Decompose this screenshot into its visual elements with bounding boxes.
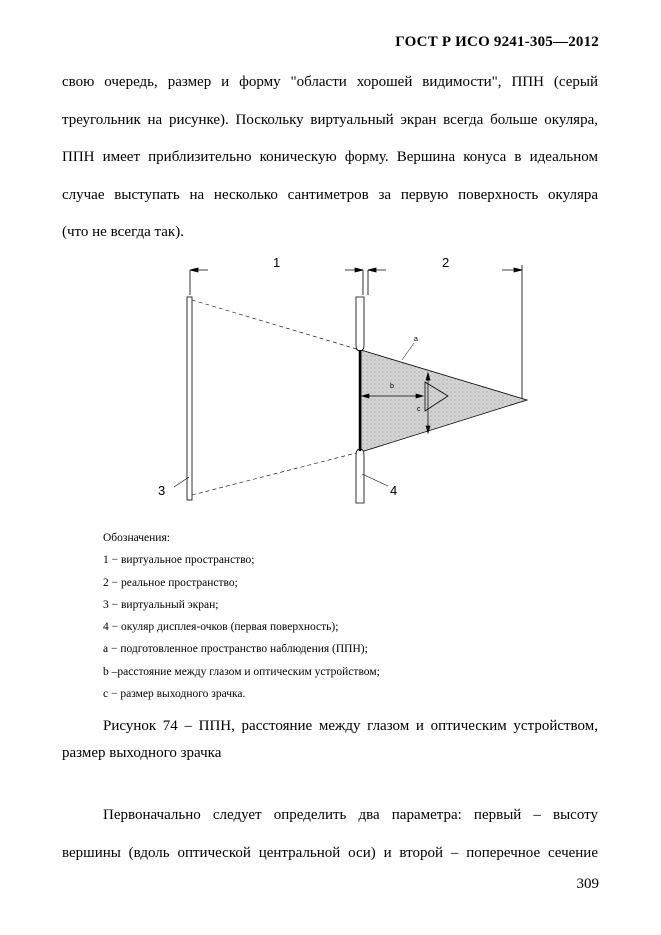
document-header: ГОСТ Р ИСО 9241-305—2012 xyxy=(395,34,599,50)
callout-3: 3 xyxy=(158,483,166,498)
leader-a xyxy=(402,343,414,360)
caption-line: размер выходного зрачка xyxy=(62,745,222,761)
leader-4 xyxy=(362,474,388,486)
legend-item: 1 − виртуальное пространство; xyxy=(103,554,255,567)
legend-item: 3 − виртуальный экран; xyxy=(103,598,219,611)
paragraph-line: случае выступать на несколько сантиметров за первую поверхность окуляра xyxy=(62,186,598,203)
label-a: a xyxy=(414,336,418,343)
paragraph-line: треугольник на рисунке). Поскольку виртуальный экран всегда больше окуляра, xyxy=(62,111,598,128)
paragraph-line: вершины (вдоль оптической центральной оси) и второй – поперечное сечение xyxy=(62,844,598,861)
page-number: 309 xyxy=(576,876,599,892)
paragraph-2 xyxy=(62,797,598,872)
figure-caption xyxy=(62,713,598,767)
observation-space-triangle xyxy=(361,350,527,452)
legend-item: 2 − реальное пространство; xyxy=(103,576,238,589)
paragraph-line: Первоначально следует определить два параметра: первый – высоту xyxy=(103,807,598,823)
dimension-label-1: 1 xyxy=(273,255,281,270)
paragraph-line: (что не всегда так). xyxy=(62,224,184,240)
callout-4: 4 xyxy=(390,483,398,498)
label-c: c xyxy=(417,406,421,413)
paragraph-1 xyxy=(62,64,598,252)
dimension-label-2: 2 xyxy=(442,255,450,270)
legend-item: b –расстояние между глазом и оптическим устройством; xyxy=(103,665,380,678)
legend xyxy=(103,527,380,705)
paragraph-line: свою очередь, размер и форму "области хорошей видимости", ППН (серый xyxy=(62,74,598,90)
projection-rays xyxy=(192,300,360,495)
legend-title: Обозначения: xyxy=(103,532,170,544)
legend-item: a − подготовленное пространство наблюдения (ППН); xyxy=(103,643,368,656)
figure-74-diagram xyxy=(150,255,550,515)
legend-item: 4 − окуляр дисплея-очков (первая поверхность); xyxy=(103,621,339,634)
label-b: b xyxy=(390,383,394,390)
paragraph-line: ППН имеет приблизительно коническую форму. Вершина конуса в идеальном xyxy=(62,149,598,165)
virtual-screen xyxy=(187,297,192,500)
legend-item: c − размер выходного зрачка. xyxy=(103,688,246,701)
caption-line: Рисунок 74 – ППН, расстояние между глазом и оптическим устройством, xyxy=(103,718,598,734)
